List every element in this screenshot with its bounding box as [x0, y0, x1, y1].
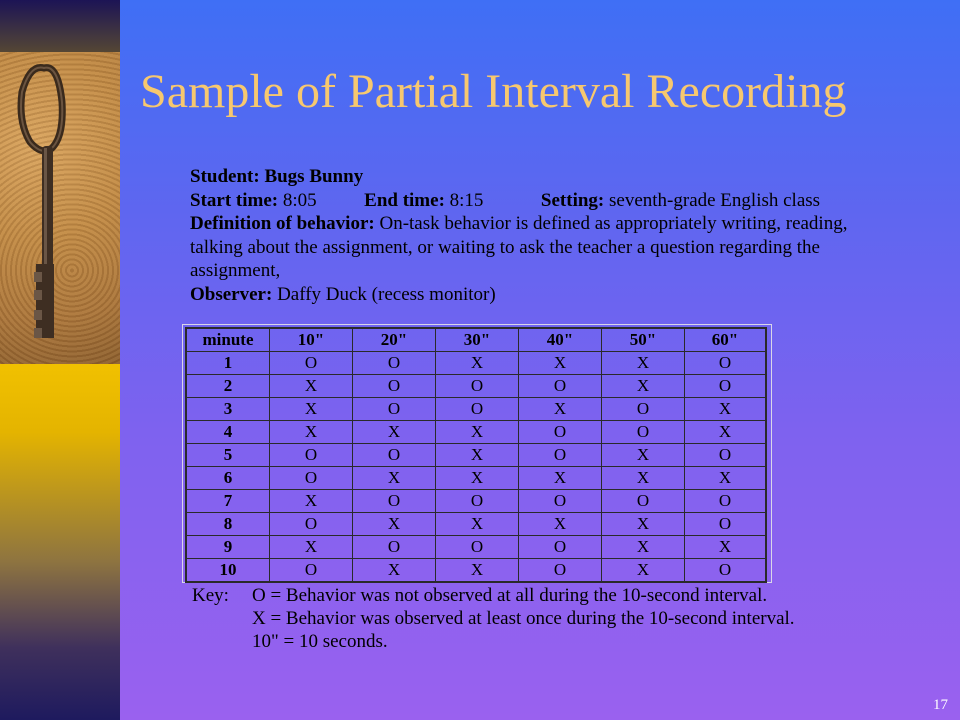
interval-cell: X [436, 513, 519, 536]
table-row [187, 352, 765, 375]
interval-cell: X [602, 444, 685, 467]
interval-cell: O [685, 352, 765, 375]
interval-recording-grid [182, 324, 772, 583]
interval-cell: X [436, 559, 519, 581]
interval-cell: O [602, 421, 685, 444]
table-row [187, 536, 765, 559]
end-time-value: 8:15 [449, 189, 484, 211]
header-50s: 50" [602, 329, 685, 352]
minute-cell: 6 [187, 467, 270, 490]
interval-cell: X [270, 398, 353, 421]
interval-cell: X [602, 467, 685, 490]
interval-cell: O [519, 444, 602, 467]
interval-cell: O [270, 513, 353, 536]
key-o-definition: O = Behavior was not observed at all during the 10-second interval. [252, 585, 768, 606]
observer-row [190, 283, 880, 307]
table-row [187, 444, 765, 467]
observer-label: Observer: [190, 283, 273, 305]
time-setting-row [190, 189, 880, 213]
minute-cell: 10 [187, 559, 270, 581]
definition-label: Definition of behavior: [190, 213, 375, 234]
interval-cell: X [353, 421, 436, 444]
key-line-3 [192, 630, 892, 653]
table-header-row [187, 329, 765, 352]
interval-table [185, 327, 767, 583]
interval-cell: O [353, 352, 436, 375]
minute-cell: 7 [187, 490, 270, 513]
interval-cell: X [353, 513, 436, 536]
interval-cell: O [353, 444, 436, 467]
interval-cell: X [519, 513, 602, 536]
interval-cell: O [519, 421, 602, 444]
interval-cell: O [685, 490, 765, 513]
interval-cell: O [519, 559, 602, 581]
interval-cell: X [436, 467, 519, 490]
interval-cell: X [602, 536, 685, 559]
header-20s: 20" [353, 329, 436, 352]
interval-cell: X [519, 352, 602, 375]
key-icon [0, 52, 120, 364]
table-row [187, 490, 765, 513]
interval-cell: X [353, 467, 436, 490]
interval-cell: X [270, 490, 353, 513]
end-time-label: End time: [364, 189, 445, 211]
definition-text-line2: talking about the assignment, or waiting to ask the teacher a question regarding the [190, 236, 820, 258]
interval-cell: X [270, 421, 353, 444]
interval-cell: X [519, 467, 602, 490]
student-row [190, 165, 880, 189]
interval-cell: O [685, 375, 765, 398]
setting-label: Setting: [540, 189, 605, 211]
table-row [187, 559, 765, 581]
header-60s: 60" [685, 329, 765, 352]
interval-cell: O [270, 444, 353, 467]
header-10s: 10" [270, 329, 353, 352]
key-interval-definition: 10" = 10 seconds. [252, 631, 388, 652]
interval-cell: O [353, 398, 436, 421]
interval-cell: O [685, 444, 765, 467]
slide-title: Sample of Partial Interval Recording [140, 65, 847, 118]
minute-cell: 1 [187, 352, 270, 375]
definition-text-line3: assignment, [190, 260, 281, 281]
interval-cell: X [602, 375, 685, 398]
interval-cell: X [685, 536, 765, 559]
interval-cell: O [519, 536, 602, 559]
definition-text-line1: On-task behavior is defined as appropriately writing, reading, [379, 213, 848, 234]
interval-cell: O [270, 559, 353, 581]
table-row [187, 513, 765, 536]
interval-cell: O [718, 560, 732, 579]
key-legend [192, 584, 892, 653]
table-row [187, 467, 765, 490]
interval-cell: X [685, 467, 765, 490]
minute-cell: 4 [187, 421, 270, 444]
interval-cell: O [436, 490, 519, 513]
header-30s: 30" [436, 329, 519, 352]
key-label: Key: [192, 585, 229, 606]
student-label: Student: [190, 166, 260, 187]
interval-cell: X [270, 536, 353, 559]
table-row [187, 398, 765, 421]
minute-cell: 8 [187, 513, 270, 536]
interval-cell: O [436, 375, 519, 398]
minute-cell: 3 [187, 398, 270, 421]
minute-cell: 2 [187, 375, 270, 398]
interval-cell: X [685, 421, 765, 444]
interval-cell: O [270, 467, 353, 490]
key-line-2 [192, 607, 892, 630]
observer-value: Daffy Duck (recess monitor) [277, 283, 496, 305]
interval-cell: X [353, 559, 436, 581]
start-time-value: 8:05 [282, 189, 317, 211]
interval-cell: X [270, 375, 353, 398]
interval-cell: O [436, 536, 519, 559]
interval-cell: O [685, 513, 765, 536]
interval-cell: O [602, 490, 685, 513]
interval-cell: O [353, 536, 436, 559]
page-number: 17 [933, 697, 948, 713]
setting-value: seventh-grade English class [609, 189, 821, 211]
table-row [187, 421, 765, 444]
interval-cell: O [436, 398, 519, 421]
start-time-label: Start time: [190, 189, 279, 211]
header-40s: 40" [519, 329, 602, 352]
interval-cell: X [602, 559, 685, 581]
interval-cell: O [519, 490, 602, 513]
interval-cell: X [519, 398, 602, 421]
interval-cell: O [519, 375, 602, 398]
interval-cell: X [602, 513, 685, 536]
student-value: Bugs Bunny [264, 166, 364, 187]
interval-cell: O [602, 398, 685, 421]
interval-cell: X [436, 352, 519, 375]
interval-cell: O [353, 490, 436, 513]
interval-cell: X [685, 398, 765, 421]
key-x-definition: X = Behavior was observed at least once during the 10-second interval. [252, 608, 795, 629]
antique-key-image [0, 52, 120, 364]
table-row [187, 375, 765, 398]
interval-cell: X [436, 421, 519, 444]
interval-cell: X [436, 444, 519, 467]
header-minute: minute [187, 329, 270, 352]
definition-row [190, 212, 880, 236]
minute-cell: 9 [187, 536, 270, 559]
observation-details [190, 165, 880, 306]
interval-cell: X [602, 352, 685, 375]
interval-cell: O [270, 352, 353, 375]
interval-cell: O [353, 375, 436, 398]
key-line-1 [192, 584, 892, 607]
minute-cell: 5 [187, 444, 270, 467]
